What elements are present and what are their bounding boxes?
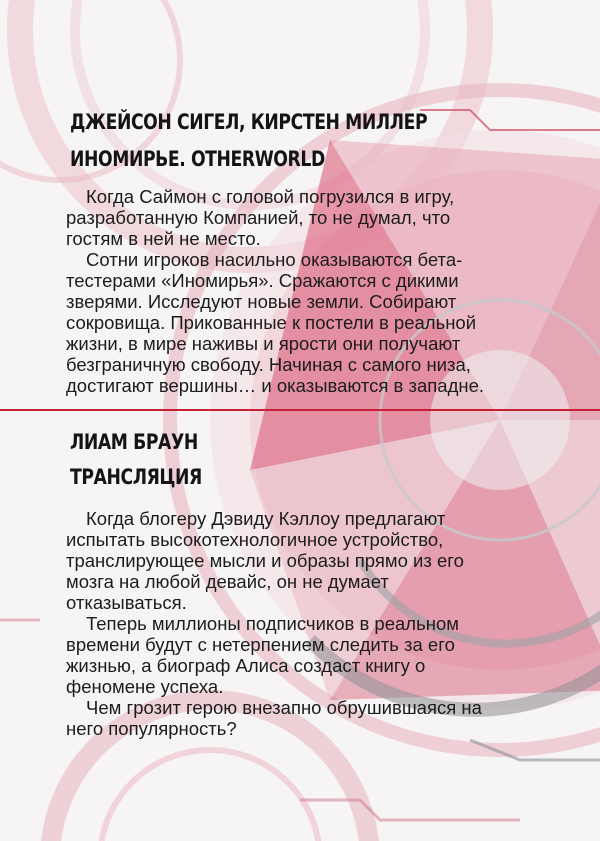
book1-paragraph-2: Сотни игроков насильно оказываются бета-тестерами «Иномирья». Сражаются с дикими зверями. Исследуют новые земли. Собирают сокровища. Прикованные к постели в реальной жизни, в мире наживы и ярости они получают безграничную свободу. Начиная с самого низа, достигают вершины… и оказываются в западне. [66, 249, 485, 396]
ring-decoration [100, 750, 320, 841]
book1-authors: ДЖЕЙСОН СИГЕЛ, КИРСТЕН МИЛЛЕР [70, 110, 428, 134]
book2-title: ТРАНСЛЯЦИЯ [70, 465, 202, 489]
book2-paragraph-3: Чем грозит герою внезапно обрушившаяся на него популярность? [66, 697, 482, 739]
section-divider [0, 409, 600, 411]
book2-authors: ЛИАМ БРАУН [70, 430, 198, 454]
book1-title: ИНОМИРЬЕ. OTHERWORLD [70, 147, 325, 171]
circuit-line [300, 800, 520, 820]
book1-paragraph-1: Когда Саймон с головой погрузился в игру, разработанную Компанией, то не думал, что гостям в ней не место. [66, 186, 455, 249]
book2-paragraph-2: Теперь миллионы подписчиков в реальном времени будут с нетерпением следить за его жизнью, а биограф Алиса создаст книгу о феномене успеха. [66, 613, 459, 697]
book2-paragraph-1: Когда блогеру Дэвиду Кэллоу предлагают испытать высокотехнологичное устройство, транслирующее мысли и образы прямо из его мозга на любой девайс, он не думает отказываться. [66, 508, 464, 613]
